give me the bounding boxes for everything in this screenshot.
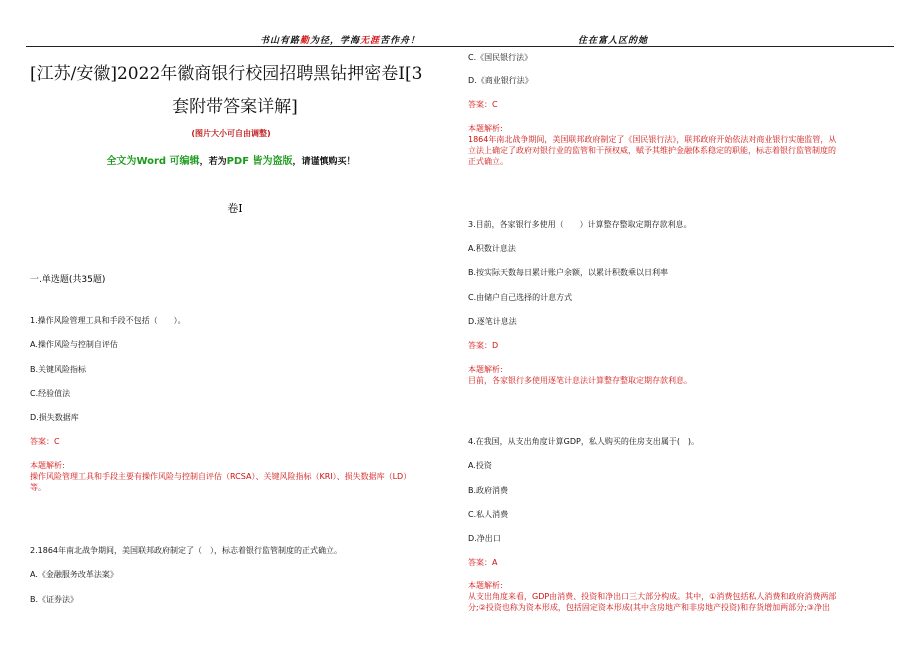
q1-option-d: D.损失数据库 [30,413,79,422]
q2-stem: 2.1864年南北战争期间，美国联邦政府制定了（ ），标志着银行监管制度的正式确立。 [30,546,342,555]
q2-option-a: A.《金融服务改革法案》 [30,570,118,579]
q4-option-b: B.政府消费 [468,486,509,495]
q3-option-a: A.积数计息法 [468,244,516,253]
title-line-1: [江苏/安徽]2022年徽商银行校园招聘黑钻押密卷I[3 [30,64,423,84]
q3-stem: 3.目前，各家银行多使用（ ）计算整存整取定期存款利息。 [468,220,692,229]
q4-exp-label: 本题解析: [468,581,503,590]
q1-exp-line-2: 等。 [30,483,46,492]
q1-option-a: A.操作风险与控制自评估 [30,340,118,349]
header-author: 住在富人区的她 [578,36,649,46]
q4-option-c: C.私人消费 [468,510,509,519]
edit-notice-a: 全文为 [106,156,137,167]
section-heading: 一.单选题(共35题) [30,275,106,285]
q2-exp-label: 本题解析: [468,124,503,133]
q2-option-c: C.《国民银行法》 [468,53,533,62]
q1-explanation [30,460,450,493]
q1-option-c: C.经验值法 [30,389,71,398]
motto-part-2: 勤 [300,36,311,46]
page-title [30,58,440,124]
q2-explanation [468,123,898,167]
q4-option-a: A.投资 [468,461,492,470]
q4-stem: 4.在我国，从支出角度计算GDP，私人购买的住房支出属于( )。 [468,437,700,446]
q1-option-b: B.关键风险指标 [30,365,87,374]
q2-exp-line-2: 立法上确定了政府对银行业的监管和干预权威，赋予其维护金融体系稳定的职能，标志着银行监管制度的 [468,146,836,155]
edit-notice-c: ，若为 [199,157,227,167]
q3-exp-line-1: 目前，各家银行多使用逐笔计息法计算整存整取定期存款利息。 [468,376,692,385]
image-size-note: (图片大小可自由调整) [191,129,271,138]
q3-answer: 答案：D [468,341,499,350]
title-line-2: 套附带答案详解] [172,97,298,117]
q1-exp-label: 本题解析: [30,461,65,470]
volume-label: 卷Ⅰ [227,202,243,215]
header-motto [260,33,420,46]
q2-option-d: D.《商业银行法》 [468,76,533,85]
q4-option-d: D.净出口 [468,534,501,543]
q3-explanation [468,364,898,386]
q3-option-c: C.由储户自己选择的计息方式 [468,293,573,302]
q4-explanation [468,580,898,613]
edit-notice [0,152,462,167]
motto-part-3: 为径，学海 [310,36,361,46]
motto-part-5: 苦作舟！ [380,36,421,46]
motto-part-1: 书山有路 [260,36,301,46]
q1-exp-line-1: 操作风险管理工具和手段主要有操作风险与控制自评估（RCSA）、关键风险指标（KRI）、损失数据库（LD） [30,472,412,481]
edit-notice-e: ，请谨慎购买！ [292,157,356,167]
q2-option-b: B.《证券法》 [30,595,79,604]
edit-notice-d: PDF 皆为盗版 [226,156,293,167]
q3-exp-label: 本题解析: [468,365,503,374]
q1-answer: 答案：C [30,437,60,446]
q2-exp-line-1: 1864年南北战争期间，美国联邦政府制定了《国民银行法》，联邦政府开始依法对商业银行实施监管，从 [468,135,837,144]
edit-notice-b: Word 可编辑 [136,156,200,167]
q1-stem: 1.操作风险管理工具和手段不包括（ ）。 [30,316,186,325]
q2-exp-line-3: 正式确立。 [468,157,508,166]
q3-option-d: D.逐笔计息法 [468,317,517,326]
motto-part-4: 无涯 [360,36,381,46]
q4-answer: 答案：A [468,558,498,567]
q4-exp-line-1: 从支出角度来看，GDP由消费、投资和净出口三大部分构成。其中，①消费包括私人消费和政府消费两部 [468,592,837,601]
q4-exp-line-2: 分;②投资也称为资本形成，包括固定资本形成(其中含房地产和非房地产投资)和存货增加两部分;③净出 [468,603,830,612]
header-divider [26,46,894,47]
q3-option-b: B.按实际天数每日累计账户余额，以累计积数乘以日利率 [468,268,669,277]
q2-answer: 答案：C [468,100,498,109]
